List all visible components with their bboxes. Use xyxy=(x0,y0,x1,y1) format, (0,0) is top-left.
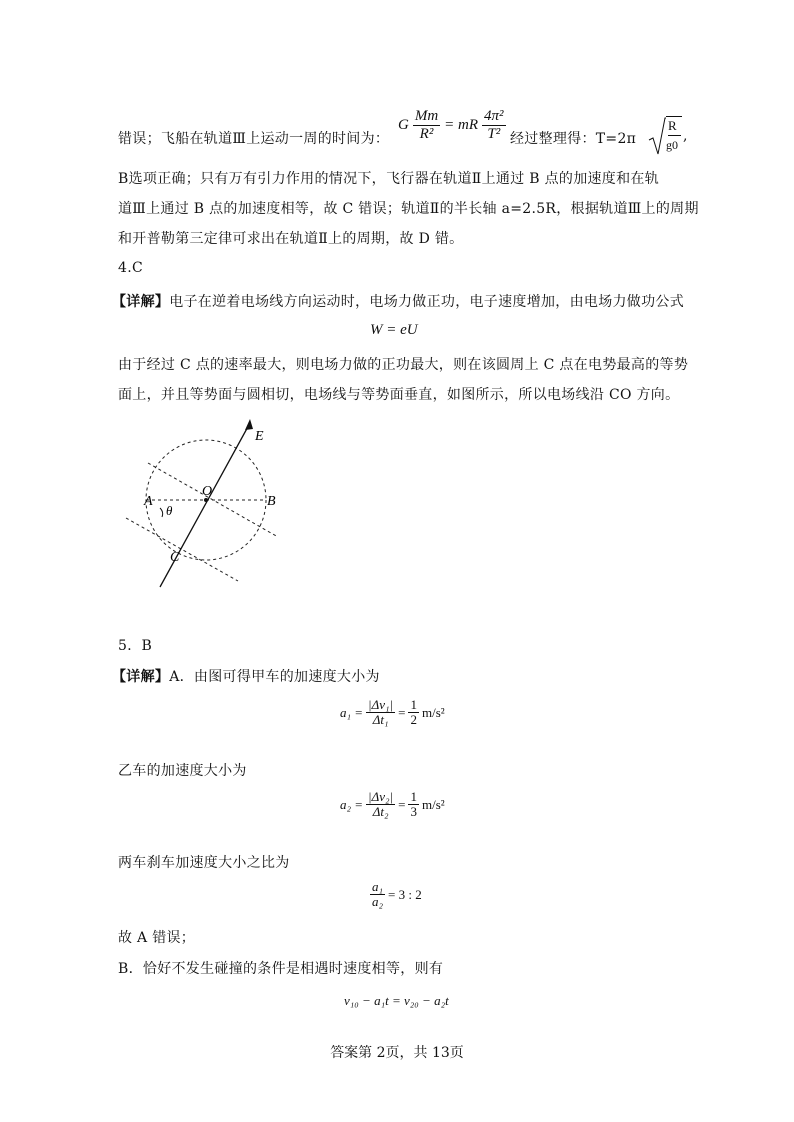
a2-val-num: 1 xyxy=(410,789,417,804)
eq-frac2-den: T² xyxy=(487,125,501,142)
q5-b-line: B．恰好不发生碰撞的条件是相遇时速度相等，则有 xyxy=(118,961,444,977)
a2-val-frac xyxy=(408,790,419,820)
page-footer: 答案第 2页，共 13页 xyxy=(330,1045,464,1061)
a2-den: Δt₂ xyxy=(372,804,389,820)
a1-eq: = xyxy=(398,704,406,720)
sqrt-num: R xyxy=(668,118,677,133)
text-line-1-comma: , xyxy=(683,128,688,144)
sqrt-icon xyxy=(648,116,666,156)
text-line-2: B选项正确；只有万有引力作用的情况下，飞行器在轨道Ⅱ上通过 B 点的加速度和在轨 xyxy=(118,171,659,187)
a2-unit: m/s² xyxy=(421,796,445,812)
ratio-frac xyxy=(370,880,385,910)
q4-detail xyxy=(112,291,684,311)
a1-frac xyxy=(366,698,395,728)
text-line-1-after: 经过整理得：T=2π xyxy=(510,131,637,147)
ratio-equation xyxy=(370,880,422,910)
sqrt-den: g0 xyxy=(666,138,678,152)
label-O: O xyxy=(202,484,213,499)
q4-formula: W = eU xyxy=(370,322,418,338)
a1-unit: m/s² xyxy=(421,704,445,720)
a1-num: |Δv₁| xyxy=(368,697,394,712)
gravity-equation xyxy=(398,108,506,142)
theta-arc xyxy=(160,508,163,517)
sqrt-expression xyxy=(648,116,682,156)
q4-detail-tag: 【详解】 xyxy=(112,294,170,310)
arrow-head-icon xyxy=(245,419,253,430)
q4-detail-line1: 电子在逆着电场线方向运动时，电场力做正功，电子速度增加，由电场力做功公式 xyxy=(169,294,685,310)
a2-equation xyxy=(340,790,445,820)
electric-field-diagram xyxy=(118,415,298,595)
eq-frac-mm-r2 xyxy=(413,108,440,142)
q4-line3: 面上，并且等势面与圆相切，电场线与等势面垂直，如图所示，所以电场线沿 CO 方向。 xyxy=(118,387,680,403)
label-theta: θ xyxy=(166,503,173,518)
q5-b-formula: v₁₀ − a₁t = v₂₀ − a₂t xyxy=(344,993,449,1008)
a2-val-den: 3 xyxy=(410,804,417,820)
ratio-val: = 3 : 2 xyxy=(388,886,422,902)
a2-frac xyxy=(366,790,395,820)
eq-frac1-num: Mm xyxy=(414,108,439,124)
equipotential-line-lower xyxy=(126,518,238,581)
label-B: B xyxy=(267,494,276,509)
a1-den: Δt₁ xyxy=(372,712,389,728)
ratio-den: a₂ xyxy=(372,894,384,910)
eq-G: G xyxy=(398,116,409,133)
a2-lhs: a₂ = xyxy=(340,796,364,812)
eq-frac2-num: 4π² xyxy=(484,108,504,124)
a1-val-den: 2 xyxy=(410,712,417,728)
a1-equation xyxy=(340,698,445,728)
eq-frac1-den: R² xyxy=(419,125,434,142)
q5-line-b: 乙车的加速度大小为 xyxy=(118,763,247,779)
ratio-num: a₁ xyxy=(372,879,384,894)
a1-val-frac xyxy=(408,698,419,728)
text-line-3: 道Ⅲ上通过 B 点的加速度相等，故 C 错误；轨道Ⅱ的半长轴 a=2.5R，根据轨道Ⅲ上的周期 xyxy=(118,201,699,217)
q5-detail-tag: 【详解】 xyxy=(112,669,170,685)
a1-val-num: 1 xyxy=(410,697,417,712)
q4-line2: 由于经过 C 点的速率最大，则电场力做的正功最大，则在该圆周上 C 点在电势最高的等势 xyxy=(118,357,689,373)
text-line-4: 和开普勒第三定律可求出在轨道Ⅱ上的周期，故 D 错。 xyxy=(118,231,464,247)
q5-a-wrong: 故 A 错误； xyxy=(118,930,196,946)
q5-number: 5．B xyxy=(118,638,153,654)
q5-ratio-text: 两车刹车加速度大小之比为 xyxy=(118,855,290,871)
label-E: E xyxy=(255,429,264,444)
label-C: C xyxy=(170,550,180,565)
a2-num: |Δv₂| xyxy=(368,789,394,804)
q5-detail xyxy=(112,666,380,686)
text-line-1: 错误；飞船在轨道Ⅲ上运动一周的时间为： xyxy=(118,131,390,147)
a1-lhs: a₁ = xyxy=(340,704,364,720)
q4-number: 4.C xyxy=(118,260,143,276)
a2-eq: = xyxy=(398,796,406,812)
label-A: A xyxy=(144,494,153,509)
eq-frac-4pi-t2 xyxy=(482,108,506,142)
equipotential-line-upper xyxy=(148,463,278,537)
eq-mid: = mR xyxy=(444,116,479,133)
q5-detail-line1: A．由图可得甲车的加速度大小为 xyxy=(169,669,380,685)
